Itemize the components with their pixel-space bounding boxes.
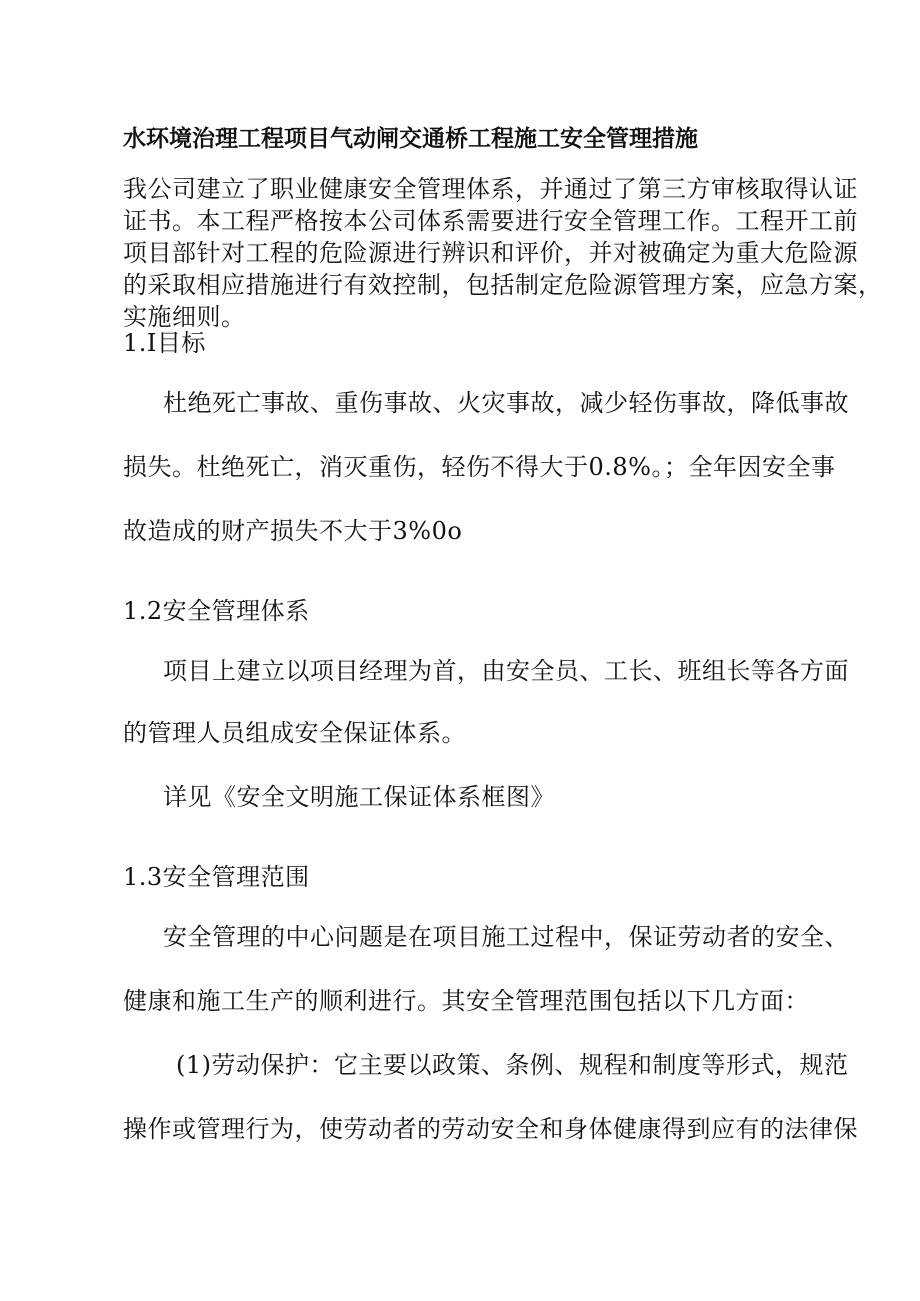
intro-line: 实施细则。: [123, 303, 246, 331]
section-heading-goals: 1.I目标: [123, 329, 206, 357]
section-heading-system: 1.2安全管理体系: [123, 597, 310, 625]
intro-line: 证书。本工程严格按本公司体系需要进行安全管理工作。工程开工前: [123, 207, 858, 235]
intro-line: 项目部针对工程的危险源进行辨识和评价，并对被确定为重大危险源: [123, 239, 858, 267]
section-heading-scope: 1.3安全管理范围: [123, 863, 310, 891]
document-title: 水环境治理工程项目气动闸交通桥工程施工安全管理措施: [123, 125, 698, 152]
scope-item-line: (1)劳动保护：它主要以政策、条例、规程和制度等形式，规范: [176, 1051, 849, 1079]
intro-line: 我公司建立了职业健康安全管理体系，并通过了第三方审核取得认证: [123, 175, 858, 203]
intro-line: 的采取相应措施进行有效控制，包括制定危险源管理方案，应急方案，: [123, 271, 883, 299]
scope-paragraph-line: 安全管理的中心问题是在项目施工过程中，保证劳动者的安全、: [163, 923, 849, 951]
goals-paragraph-line: 杜绝死亡事故、重伤事故、火灾事故，减少轻伤事故，降低事故: [163, 389, 849, 417]
system-paragraph-line: 的管理人员组成安全保证体系。: [123, 719, 466, 747]
scope-paragraph-line: 健康和施工生产的顺利进行。其安全管理范围包括以下几方面：: [123, 987, 809, 1015]
scope-item-line: 操作或管理行为，使劳动者的劳动安全和身体健康得到应有的法律保: [123, 1115, 858, 1143]
goals-paragraph-line: 故造成的财产损失不大于3%0o: [123, 517, 463, 545]
goals-paragraph-line: 损失。杜绝死亡，消灭重伤，轻伤不得大于0.8%。；全年因安全事: [123, 453, 836, 481]
system-paragraph-line: 项目上建立以项目经理为首，由安全员、工长、班组长等各方面: [163, 657, 849, 685]
system-see-reference: 详见《安全文明施工保证体系框图》: [163, 783, 555, 811]
